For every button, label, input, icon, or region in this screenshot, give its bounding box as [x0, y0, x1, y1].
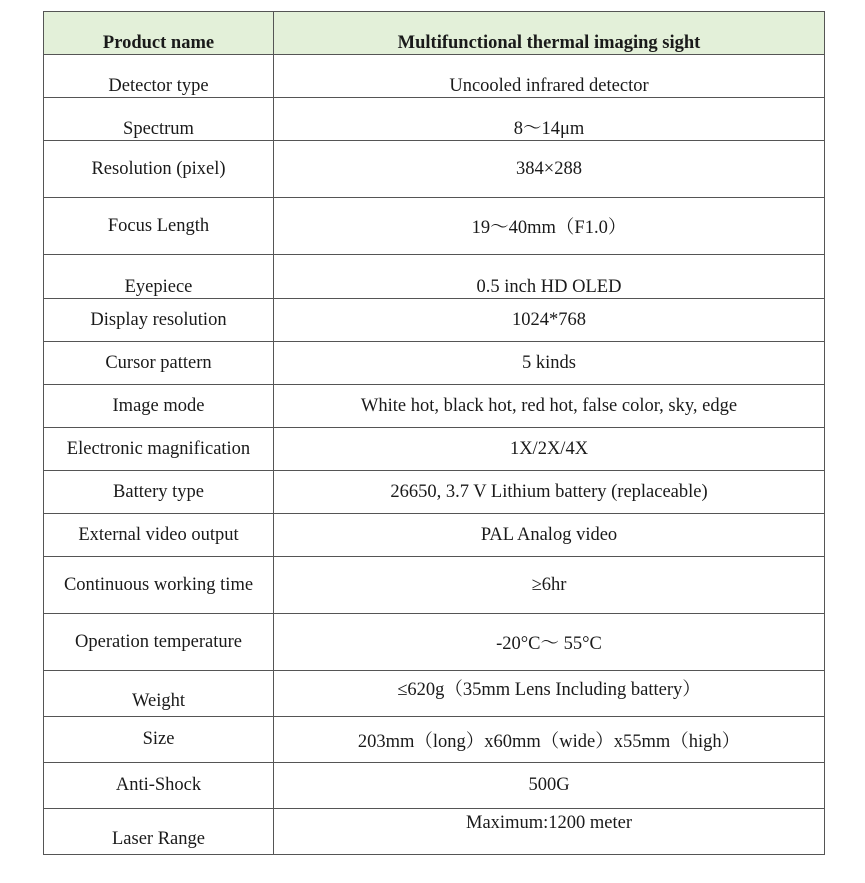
table-row — [44, 514, 825, 557]
table-row — [44, 471, 825, 514]
table-row — [44, 55, 825, 98]
row-label: Battery type — [44, 471, 274, 514]
row-label: Image mode — [44, 385, 274, 428]
row-value: Uncooled infrared detector — [274, 55, 825, 98]
table-row — [44, 614, 825, 671]
row-value: 5 kinds — [274, 342, 825, 385]
row-value: 1024*768 — [274, 299, 825, 342]
row-label: Cursor pattern — [44, 342, 274, 385]
row-label: Focus Length — [44, 198, 274, 255]
row-value: 500G — [274, 763, 825, 809]
table-row — [44, 255, 825, 299]
row-value: -20°C～ 55°C — [274, 614, 825, 671]
table-row — [44, 385, 825, 428]
row-value: 19～40mm（F1.0） — [274, 198, 825, 255]
table-row — [44, 342, 825, 385]
row-label: Electronic magnification — [44, 428, 274, 471]
row-label: Laser Range — [44, 809, 274, 855]
row-label: Anti-Shock — [44, 763, 274, 809]
row-value: ≥6hr — [274, 557, 825, 614]
table-row — [44, 141, 825, 198]
table-row — [44, 98, 825, 141]
spec-table — [43, 11, 825, 855]
table-row — [44, 671, 825, 717]
row-label: Spectrum — [44, 98, 274, 141]
table-row — [44, 428, 825, 471]
row-label: Operation temperature — [44, 614, 274, 671]
row-value: ≤620g（35mm Lens Including battery） — [274, 671, 825, 717]
table-row — [44, 809, 825, 855]
row-label: Continuous working time — [44, 557, 274, 614]
table-row — [44, 763, 825, 809]
row-label: Display resolution — [44, 299, 274, 342]
row-value: 203mm（long）x60mm（wide）x55mm（high） — [274, 717, 825, 763]
row-label: Size — [44, 717, 274, 763]
row-value: Maximum:1200 meter — [274, 809, 825, 855]
row-value: 26650, 3.7 V Lithium battery (replaceable) — [274, 471, 825, 514]
table-row — [44, 717, 825, 763]
row-value: 0.5 inch HD OLED — [274, 255, 825, 299]
row-label: External video output — [44, 514, 274, 557]
row-value: 8～14μm — [274, 98, 825, 141]
row-label: Weight — [44, 671, 274, 717]
header-product-name: Product name — [44, 12, 274, 55]
row-label: Detector type — [44, 55, 274, 98]
row-value: 384×288 — [274, 141, 825, 198]
row-value: 1X/2X/4X — [274, 428, 825, 471]
table-row — [44, 557, 825, 614]
table-row — [44, 299, 825, 342]
row-label: Eyepiece — [44, 255, 274, 299]
table-header-row — [44, 12, 825, 55]
row-label: Resolution (pixel) — [44, 141, 274, 198]
row-value: PAL Analog video — [274, 514, 825, 557]
header-product-value: Multifunctional thermal imaging sight — [274, 12, 825, 55]
row-value: White hot, black hot, red hot, false color, sky, edge — [274, 385, 825, 428]
table-row — [44, 198, 825, 255]
